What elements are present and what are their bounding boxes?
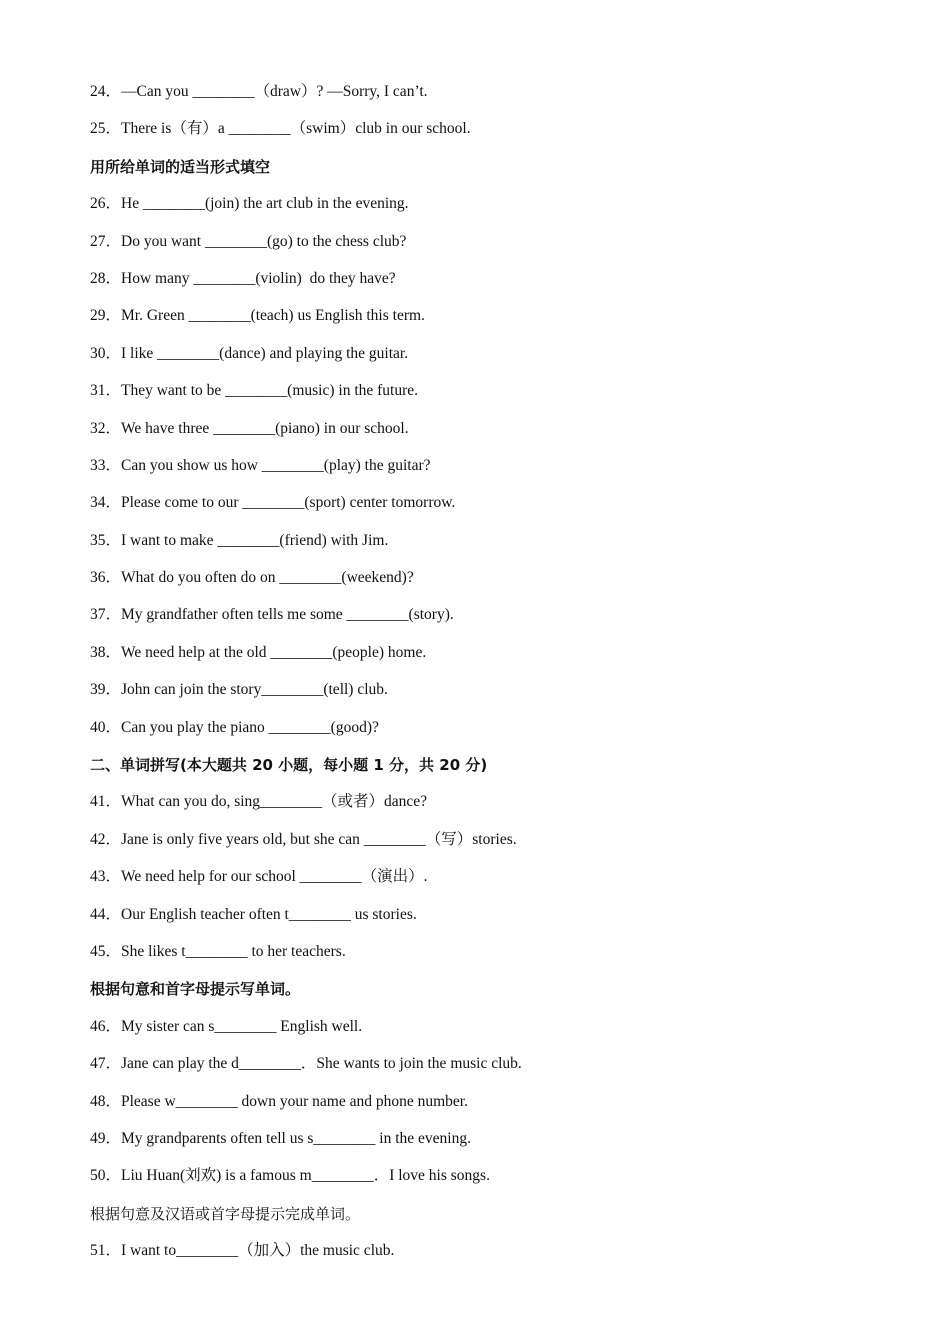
question-item: 47．Jane can play the d________．She wants to join the music club. [90, 1055, 522, 1073]
question-item: 24．—Can you ________（draw）? —Sorry, I can’t. [90, 83, 428, 100]
question-item: 38．We need help at the old ________(people) home. [90, 643, 427, 661]
question-item: 25．There is（有）a ________（swim）club in our school. [90, 120, 471, 138]
question-item: 40．Can you play the piano ________(good)? [90, 718, 379, 736]
question-item: 50．Liu Huan(刘欢) is a famous m________．I love his songs. [90, 1167, 490, 1185]
question-item: 35．I want to make ________(friend) with Jim. [90, 531, 389, 549]
question-item: 34．Please come to our ________(sport) center tomorrow. [90, 494, 456, 512]
question-item: 51．I want to________（加入）the music club. [90, 1242, 395, 1260]
question-item: 27．Do you want ________(go) to the chess club? [90, 232, 407, 250]
question-item: 42．Jane is only five years old, but she can ________（写）stories. [90, 830, 517, 848]
question-item: 29．Mr. Green ________(teach) us English this term. [90, 307, 425, 325]
question-item: 31．They want to be ________(music) in the future. [90, 382, 419, 400]
question-item: 44．Our English teacher often t________ us stories. [90, 905, 417, 923]
section-heading: 二、单词拼写(本大题共 20 小题，每小题 1 分，共 20 分) [90, 756, 488, 775]
question-item: 49．My grandparents often tell us s________ in the evening. [90, 1129, 471, 1147]
question-item: 36．What do you often do on ________(weekend)? [90, 569, 414, 587]
question-item: 43．We need help for our school ________（演出）. [90, 868, 428, 886]
question-item: 37．My grandfather often tells me some ________(story). [90, 606, 454, 624]
question-item: 48．Please w________ down your name and phone number. [90, 1092, 468, 1110]
question-item: 41．What can you do, sing________（或者）dance? [90, 793, 428, 811]
worksheet-page [90, 80, 890, 1277]
section-heading: 根据句意及汉语或首字母提示完成单词。 [90, 1204, 361, 1223]
question-item: 32．We have three ________(piano) in our school. [90, 419, 409, 437]
section-heading: 根据句意和首字母提示写单词。 [90, 980, 301, 999]
question-item: 33．Can you show us how ________(play) the guitar? [90, 456, 431, 474]
question-item: 26．He ________(join) the art club in the evening. [90, 195, 409, 213]
question-item: 45．She likes t________ to her teachers. [90, 942, 346, 960]
section-heading: 用所给单词的适当形式填空 [90, 157, 271, 176]
question-item: 30．I like ________(dance) and playing the guitar. [90, 344, 409, 362]
question-item: 46．My sister can s________ English well. [90, 1017, 363, 1035]
question-item: 39．John can join the story________(tell) club. [90, 681, 388, 699]
question-item: 28．How many ________(violin) do they have? [90, 269, 396, 287]
